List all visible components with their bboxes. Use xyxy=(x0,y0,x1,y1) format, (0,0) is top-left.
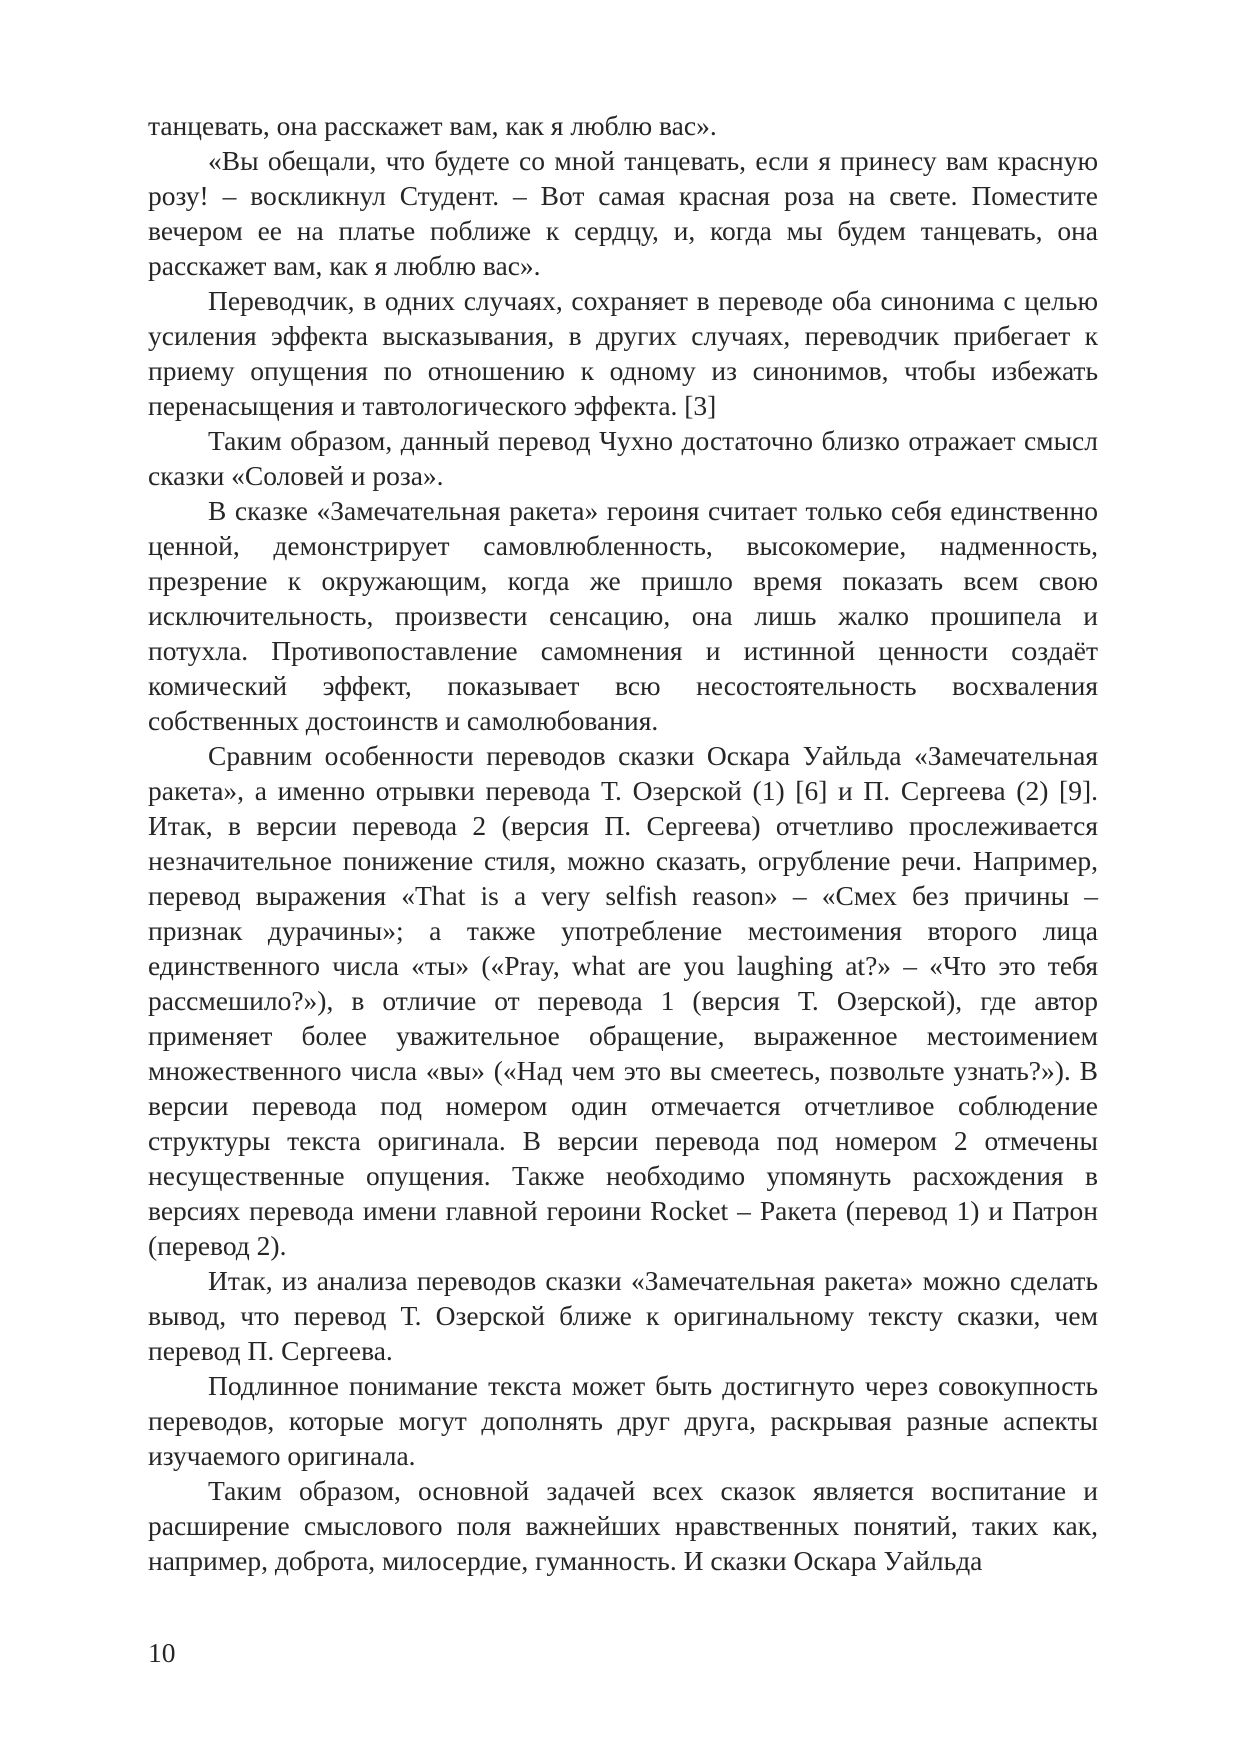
paragraph-true-understanding: Подлинное понимание текста может быть достигнуто через совокупность переводов, которые могут дополнять друг друга, раскрывая разные аспекты изучаемого оригинала. xyxy=(148,1370,1098,1471)
paragraph-rocket-heroine: В сказке «Замечательная ракета» героиня считает только себя единственно ценной, демонстрирует самовлюбленность, высокомерие, надменность, презрение к окружающим, когда же пришло время показать всем свою исключительность, произвести сенсацию, она лишь жалко прошипела и потухла. Противопоставление самомнения и истинной ценности создаёт комический эффект, показывает всю несостоятельность восхваления собственных достоинств и самолюбования. xyxy=(148,495,1098,736)
paragraph-analysis-conclusion: Итак, из анализа переводов сказки «Замечательная ракета» можно сделать вывод, что перевод Т. Озерской ближе к оригинальному тексту сказки, чем перевод П. Сергеева. xyxy=(148,1265,1098,1366)
paragraph-conclusion-nightingale: Таким образом, данный перевод Чухно достаточно близко отражает смысл сказки «Соловей и роза». xyxy=(148,425,1098,491)
page-number: 10 xyxy=(148,1637,176,1668)
paragraph-synonyms: Переводчик, в одних случаях, сохраняет в переводе оба синонима с целью усиления эффекта высказывания, в других случаях, переводчик прибегает к приему опущения по отношению к одному из синонимов, чтобы избежать перенасыщения и тавтологического эффекта. [3] xyxy=(148,285,1098,421)
paragraph-translations-comparison: Сравним особенности переводов сказки Оскара Уайльда «Замечательная ракета», а именно отрывки перевода Т. Озерской (1) [6] и П. Сергеева (2) [9]. Итак, в версии перевода 2 (версия П. Сергеева) отчетливо прослеживается незначительное понижение стиля, можно сказать, огрубление речи. Например, перевод выражения «That is a very selfish reason» – «Смех без причины – признак дурачины»; а также употребление местоимения второго лица единственного числа «ты» («Pray, what are you laughing at?» – «Что это тебя рассмешило?»), в отличие от перевода 1 (версия Т. Озерской), где автор применяет более уважительное обращение, выраженное местоимением множественного числа «вы» («Над чем это вы смеетесь, позвольте узнать?»). В версии перевода под номером один отмечается отчетливое соблюдение структуры текста оригинала. В версии перевода под номером 2 отмечены несущественные опущения. Также необходимо упомянуть расхождения в версиях перевода имени главной героини Rocket – Ракета (перевод 1) и Патрон (перевод 2). xyxy=(148,740,1098,1261)
paragraph-continuation: танцевать, она расскажет вам, как я люблю вас». xyxy=(148,110,717,141)
paragraph-quote: «Вы обещали, что будете со мной танцевать, если я принесу вам красную розу! – воскликнул Студент. – Вот самая красная роза на свете. Поместите вечером ее на платье поближе к сердцу, и, когда мы будем танцевать, она расскажет вам, как я люблю вас». xyxy=(148,145,1098,281)
body-text xyxy=(148,108,1098,1578)
paragraph-main-task: Таким образом, основной задачей всех сказок является воспитание и расширение смыслового поля важнейших нравственных понятий, таких как, например, доброта, милосердие, гуманность. И сказки Оскара Уайльда xyxy=(148,1475,1098,1576)
